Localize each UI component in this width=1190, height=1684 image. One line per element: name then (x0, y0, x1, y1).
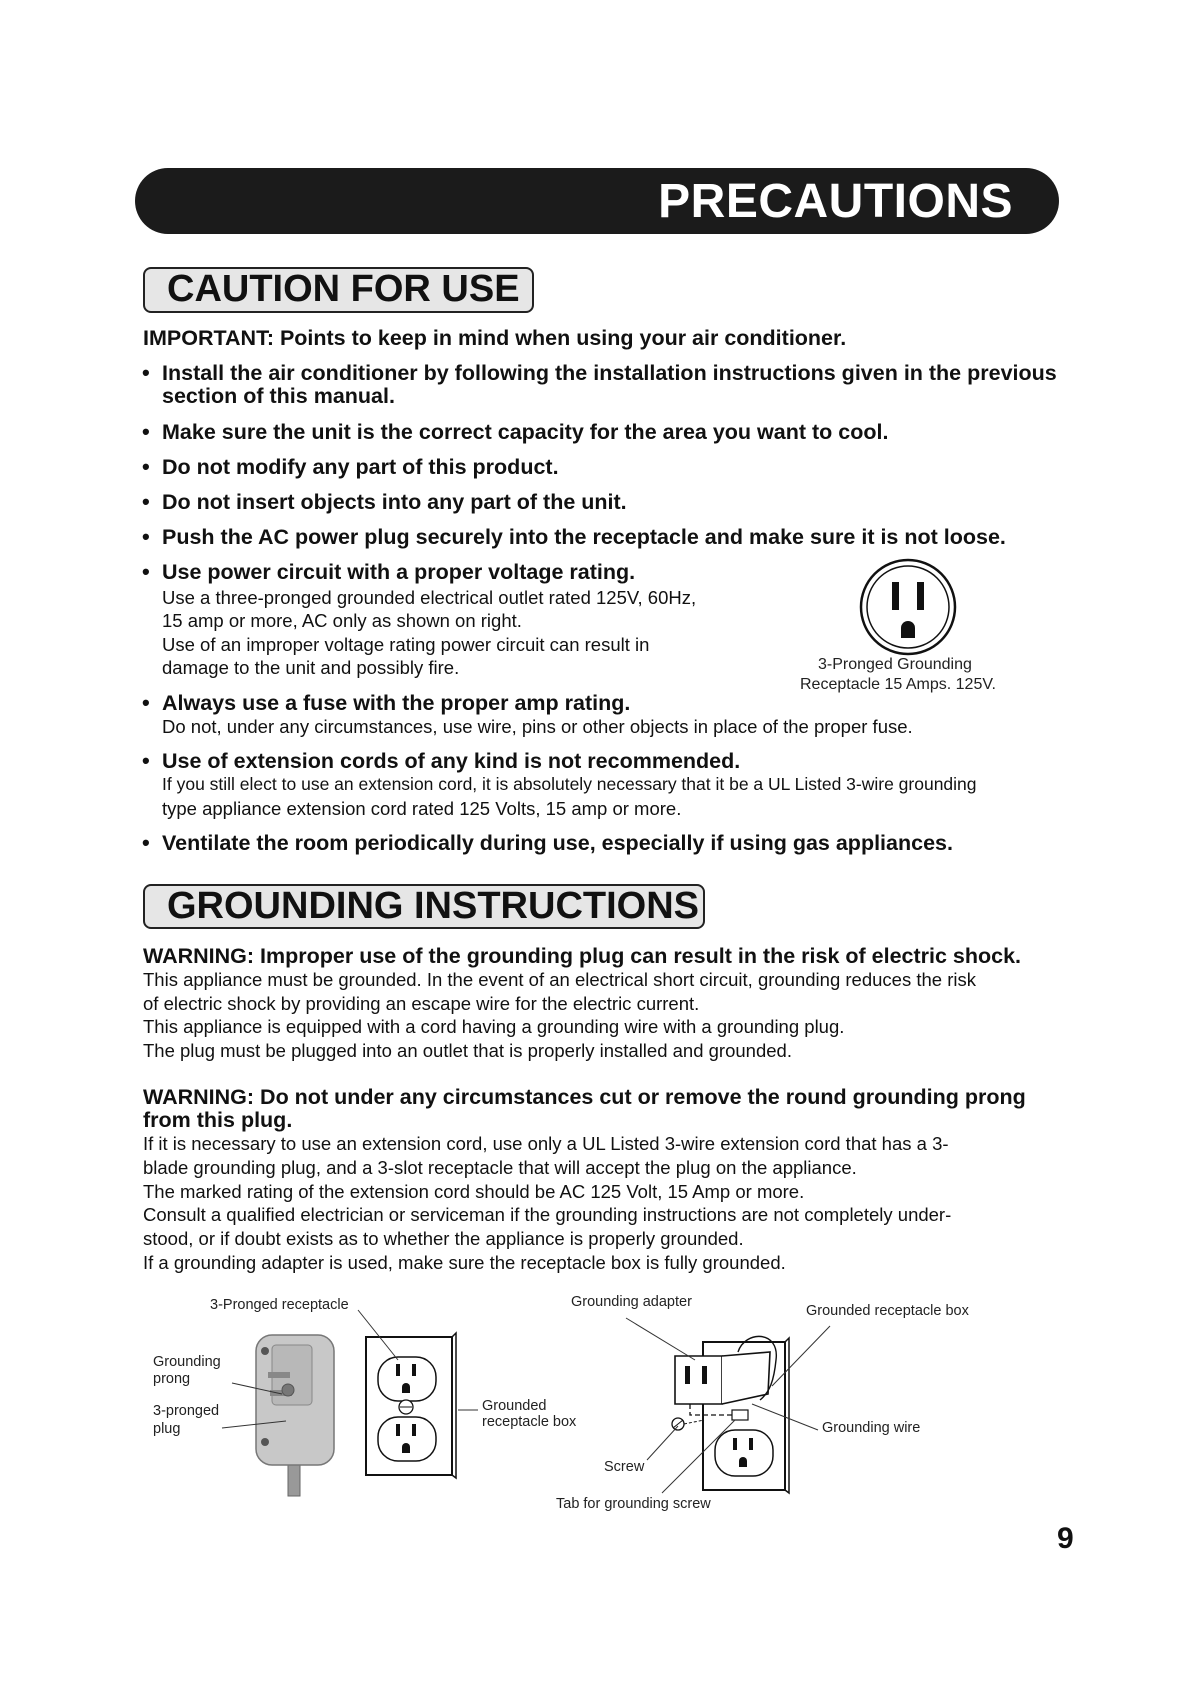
paragraph-line: The plug must be plugged into an outlet that is properly installed and grounded. (143, 1040, 792, 1061)
important-note: IMPORTANT: Points to keep in mind when using your air conditioner. (143, 326, 847, 350)
bullet: • (142, 419, 150, 444)
bullet-text: Push the AC power plug securely into the receptacle and make sure it is not loose. (162, 525, 1006, 549)
bullet-detail: damage to the unit and possibly fire. (162, 657, 460, 678)
warning-title: WARNING: Improper use of the grounding plug can result in the risk of electric shock. (143, 944, 1022, 968)
bullet-text: Do not insert objects into any part of the unit. (162, 490, 627, 514)
page-number: 9 (1057, 1522, 1074, 1555)
bullet-detail: Use a three-pronged grounded electrical outlet rated 125V, 60Hz, (162, 587, 697, 608)
fig-label-grounding-prong: prong (153, 1371, 191, 1387)
bullet: • (142, 830, 150, 855)
bullet-detail: If you still elect to use an extension cord, it is absolutely necessary that it be a UL Listed 3-wire grounding (162, 774, 977, 794)
fig-label-screw: Screw (604, 1459, 645, 1475)
bullet-text: Use of extension cords of any kind is not recommended. (162, 749, 741, 773)
three-pronged-plug-illustration (256, 1335, 334, 1496)
bullet: • (142, 454, 150, 479)
bullet-detail: 15 amp or more, AC only as shown on right. (162, 610, 522, 631)
bullet-detail: type appliance extension cord rated 125 Volts, 15 amp or more. (162, 798, 682, 819)
fig-label-receptacle-box: Grounded receptacle box (806, 1303, 969, 1319)
fig-label-receptacle: 3-Pronged receptacle (210, 1297, 349, 1313)
paragraph-line: blade grounding plug, and a 3-slot receptacle that will accept the plug on the appliance. (143, 1157, 857, 1178)
page-title: PRECAUTIONS (658, 175, 1013, 228)
warning-title: from this plug. (143, 1108, 293, 1132)
fig-label-tab: Tab for grounding screw (556, 1496, 711, 1512)
fig-label-grounding-prong: Grounding (153, 1354, 221, 1370)
outlet-caption: 3-Pronged Grounding (818, 656, 972, 673)
paragraph-line: This appliance must be grounded. In the event of an electrical short circuit, grounding reduces the risk (143, 969, 976, 990)
bullet-text: Install the air conditioner by following the installation instructions given in the previous (162, 361, 1057, 385)
bullet-text: Use power circuit with a proper voltage rating. (162, 560, 636, 584)
warning-title: WARNING: Do not under any circumstances cut or remove the round grounding prong (143, 1085, 1026, 1109)
paragraph-line: Consult a qualified electrician or serviceman if the grounding instructions are not completely under- (143, 1204, 952, 1225)
bullet: • (142, 360, 150, 385)
outlet-caption: Receptacle 15 Amps. 125V. (800, 676, 996, 693)
paragraph-line: stood, or if doubt exists as to whether the appliance is properly grounded. (143, 1228, 744, 1249)
fig-label-plug: plug (153, 1421, 181, 1437)
bullet: • (142, 748, 150, 773)
paragraph-line: of electric shock by providing an escape wire for the electric current. (143, 993, 700, 1014)
bullet-text: Always use a fuse with the proper amp rating. (162, 691, 631, 715)
duplex-receptacle-illustration (366, 1333, 456, 1478)
bullet: • (142, 524, 150, 549)
caution-heading: CAUTION FOR USE (143, 267, 534, 313)
fig-label-plug: 3-pronged (153, 1403, 220, 1419)
bullet: • (142, 690, 150, 715)
bullet-detail: Use of an improper voltage rating power circuit can result in (162, 634, 650, 655)
grounding-heading: GROUNDING INSTRUCTIONS (143, 884, 705, 929)
bullet-text: Ventilate the room periodically during use, especially if using gas appliances. (162, 831, 953, 855)
bullet-text: Make sure the unit is the correct capacity for the area you want to cool. (162, 420, 889, 444)
fig-label-adapter: Grounding adapter (571, 1294, 692, 1310)
paragraph-line: This appliance is equipped with a cord having a grounding wire with a grounding plug. (143, 1016, 845, 1037)
paragraph-line: If a grounding adapter is used, make sure the receptacle box is fully grounded. (143, 1252, 786, 1273)
fig-label-grounded-box: receptacle box (482, 1414, 577, 1430)
grounding-adapter-illustration (672, 1336, 789, 1493)
bullet-detail: Do not, under any circumstances, use wire, pins or other objects in place of the proper fuse. (162, 716, 913, 737)
paragraph-line: If it is necessary to use an extension cord, use only a UL Listed 3-wire extension cord that has a 3- (143, 1133, 949, 1154)
bullet-text: Do not modify any part of this product. (162, 455, 559, 479)
fig-label-grounding-wire: Grounding wire (822, 1420, 921, 1436)
bullet: • (142, 559, 150, 584)
paragraph-line: The marked rating of the extension cord should be AC 125 Volt, 15 Amp or more. (143, 1181, 805, 1202)
fig-label-grounded-box: Grounded (482, 1398, 547, 1414)
bullet-text: section of this manual. (162, 384, 395, 408)
bullet: • (142, 489, 150, 514)
